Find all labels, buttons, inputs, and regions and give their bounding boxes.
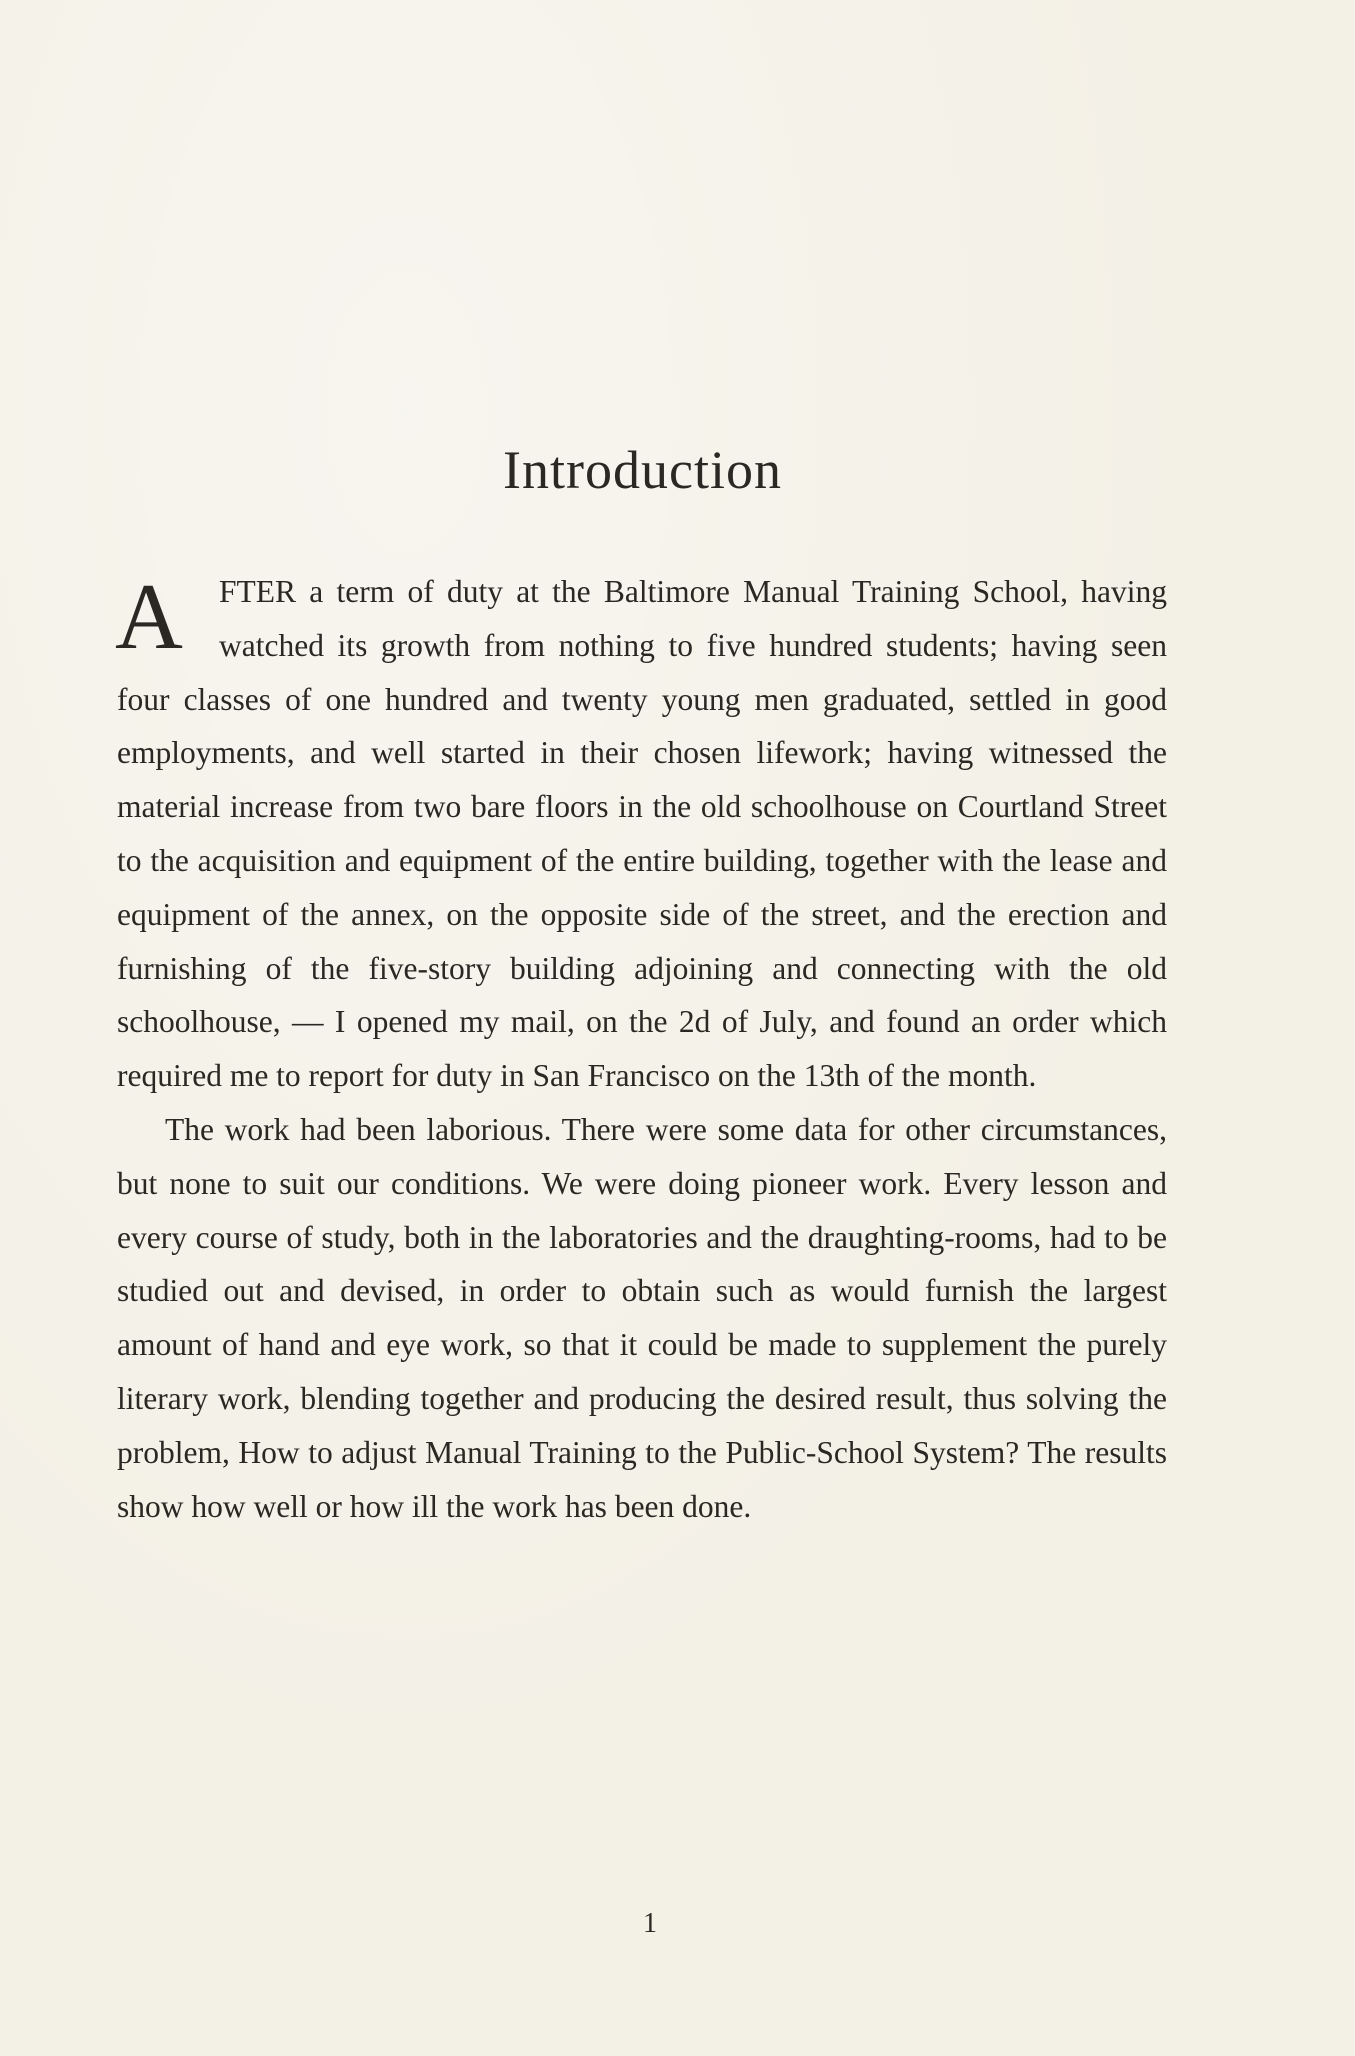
drop-cap: A [115,565,183,669]
page-number: 1 [643,1908,657,1939]
paragraph-1 [117,565,1167,1103]
body-text [117,565,1167,1533]
paragraph-2: The work had been laborious. There were some data for other circumstances, but none to suit our conditions. We were doing pioneer work. Every lesson and every course of study, both in the laboratories and the draughting-rooms, had to be studied out and devised, in order to obtain such as would furnish the largest amount of hand and eye work, so that it could be made to supplement the purely literary work, blending together and producing the desired result, thus solving the problem, How to adjust Manual Training to the Public-School System? The results show how well or how ill the work has been done. [117,1111,1167,1524]
paragraph-1-text: FTER a term of duty at the Baltimore Manual Training School, having watched its growth from nothing to five hundred students; having seen four classes of one hundred and twenty young men graduated, settled in good employments, and well started in their chosen lifework; having witnessed the material increase from two bare floors in the old schoolhouse on Courtland Street to the acquisition and equipment of the entire building, together with the lease and equipment of the annex, on the opposite side of the street, and the erection and furnishing of the five-story building adjoining and connecting with the old schoolhouse, — I opened my mail, on the 2d of July, and found an order which required me to report for duty in San Francisco on the 13th of the month. [117,574,1167,1094]
chapter-title: Introduction [503,440,782,500]
